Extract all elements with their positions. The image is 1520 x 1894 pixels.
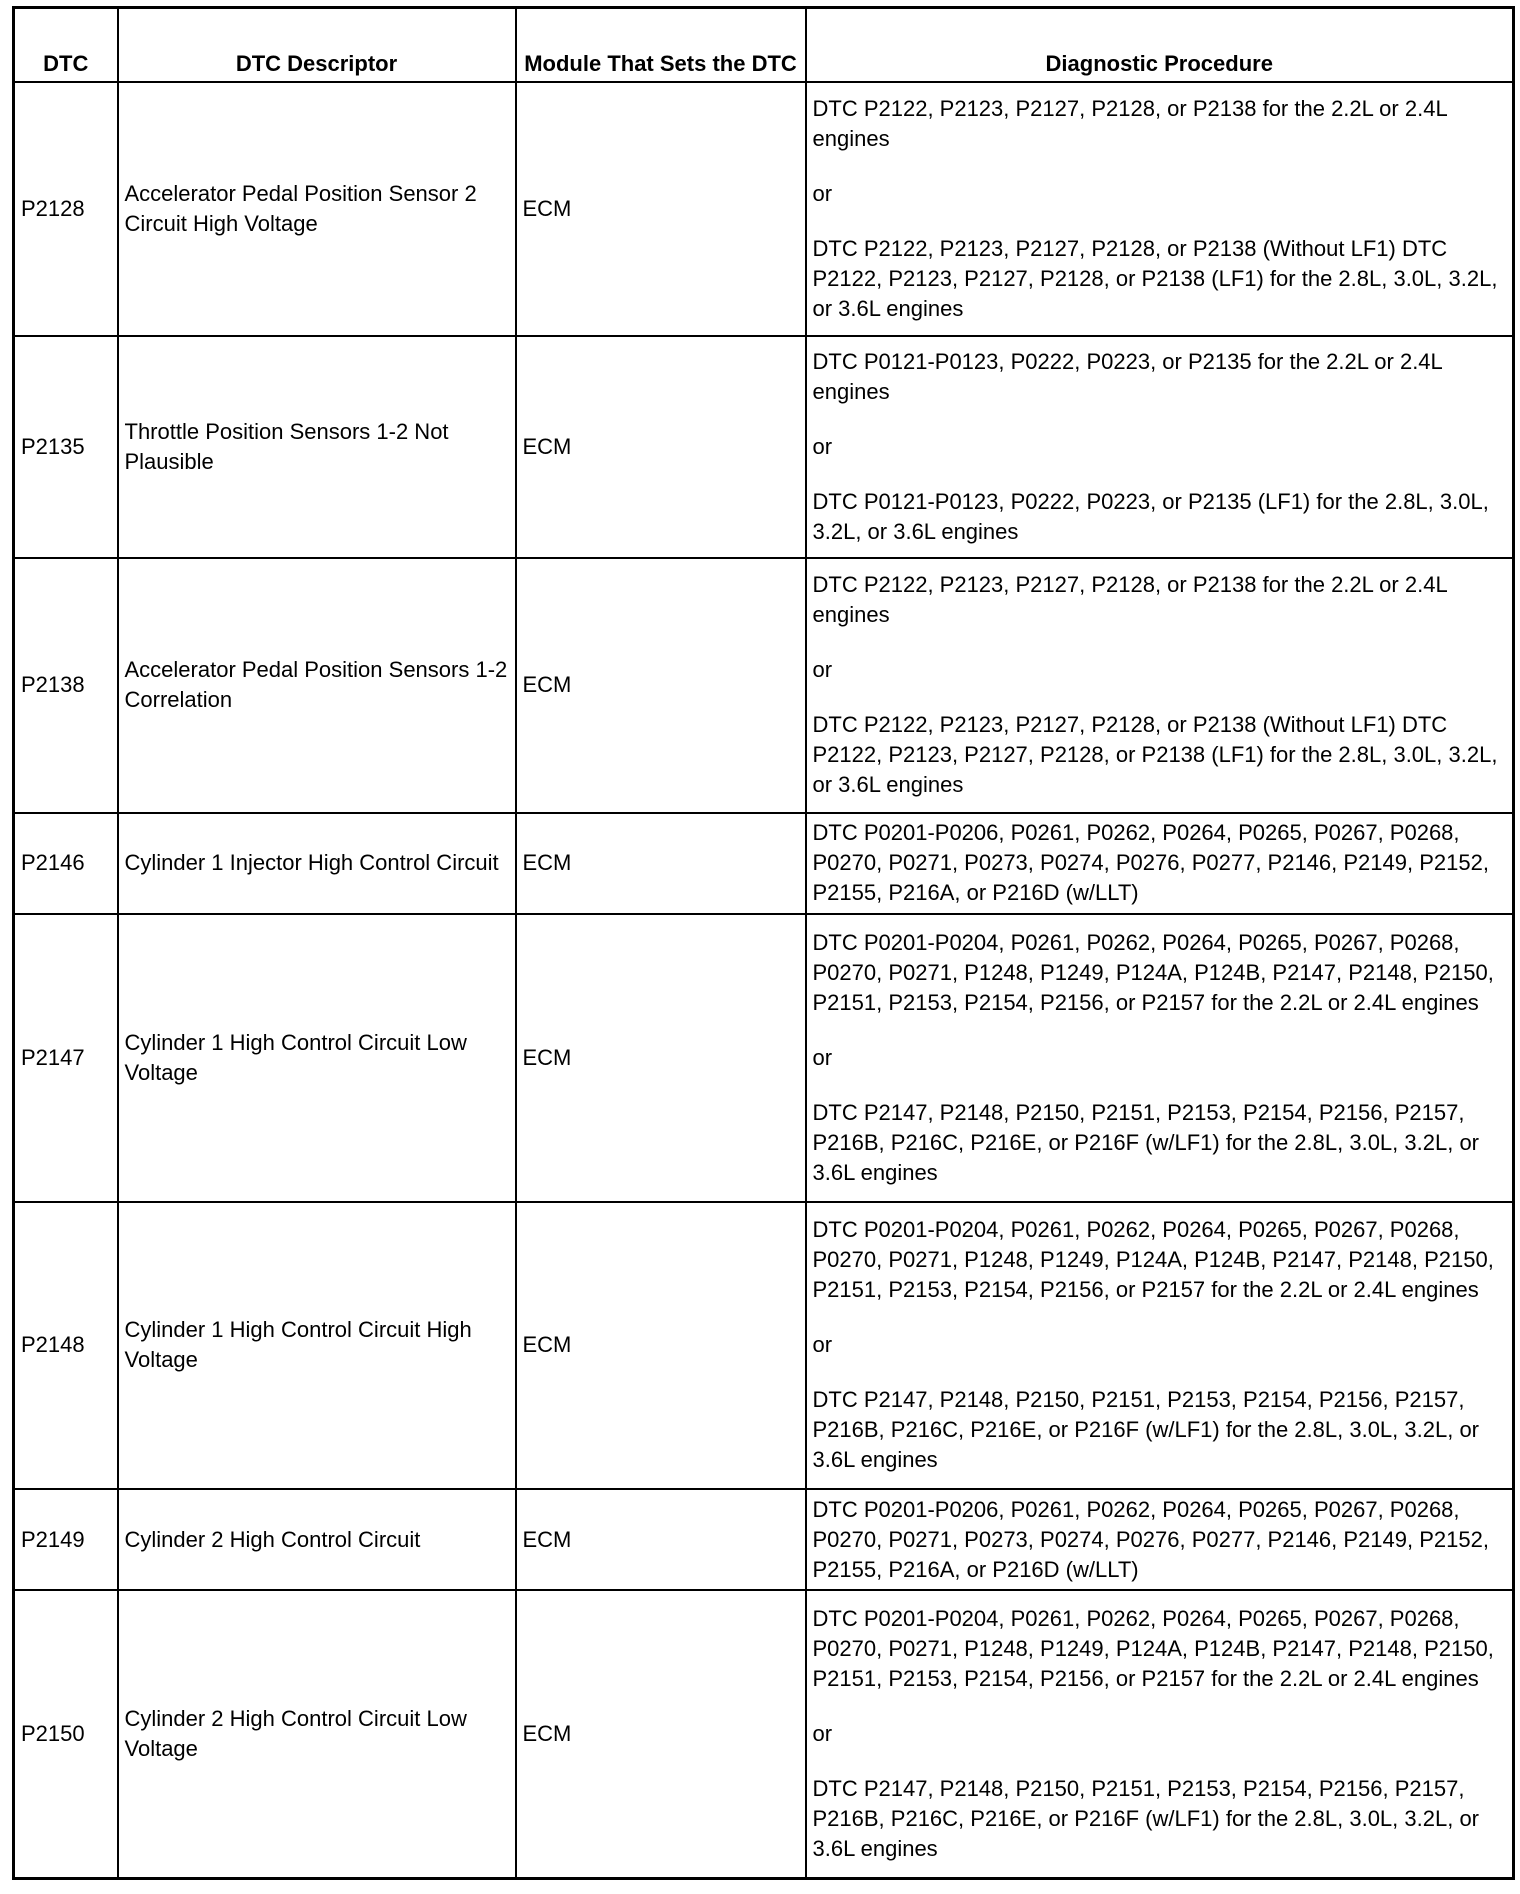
table-row xyxy=(14,558,1514,813)
dtc-table xyxy=(12,6,1515,1880)
diagnostic-procedure-cell xyxy=(806,1590,1514,1878)
procedure-link-text[interactable]: DTC P2147, P2148, P2150, P2151, P2153, P2154, P2156, P2157, P216B, P216C, P216E, or P216F (w/LF1) for the 2.8L, 3.0L, 3.2L, or 3.6L engines xyxy=(812,1387,1479,1473)
procedure-link-text[interactable]: DTC P2122, P2123, P2127, P2128, or P2138 for the 2.2L or 2.4L engines xyxy=(812,572,1447,628)
procedure-link-text[interactable]: DTC P2147, P2148, P2150, P2151, P2153, P2154, P2156, P2157, P216B, P216C, P216E, or P216F (w/LF1) for the 2.8L, 3.0L, 3.2L, or 3.6L engines xyxy=(812,1776,1479,1862)
module-cell: ECM xyxy=(516,1202,806,1490)
table-body xyxy=(14,82,1514,1879)
procedure-or-separator: or xyxy=(812,180,833,206)
diagnostic-procedure-cell xyxy=(806,1202,1514,1490)
diagnostic-procedure-cell xyxy=(806,914,1514,1202)
dtc-code-cell: P2150 xyxy=(14,1590,118,1878)
dtc-code-cell: P2138 xyxy=(14,558,118,813)
dtc-descriptor-cell: Cylinder 2 High Control Circuit xyxy=(118,1489,516,1590)
diagnostic-procedure-cell xyxy=(806,336,1514,558)
module-cell: ECM xyxy=(516,336,806,558)
procedure-link-text[interactable]: DTC P2122, P2123, P2127, P2128, or P2138 (Without LF1) DTC P2122, P2123, P2127, P2128, or P2138 (LF1) for the 2.8L, 3.0L, 3.2L, or 3.6L engines xyxy=(812,235,1498,321)
procedure-or-separator: or xyxy=(812,1044,833,1070)
module-cell: ECM xyxy=(516,813,806,914)
procedure-or-separator: or xyxy=(812,1721,833,1747)
module-cell: ECM xyxy=(516,558,806,813)
diagnostic-procedure-cell xyxy=(806,813,1514,914)
procedure-link-text[interactable]: DTC P0201-P0204, P0261, P0262, P0264, P0265, P0267, P0268, P0270, P0271, P1248, P1249, P124A, P124B, P2147, P2148, P2150, P2151, P2153, P2154, P2156, or P2157 for the 2.2L or 2.4L engines xyxy=(812,929,1494,1015)
procedure-or-separator: or xyxy=(812,1332,833,1358)
table-row xyxy=(14,336,1514,558)
header-procedure: Diagnostic Procedure xyxy=(806,8,1514,82)
table-row xyxy=(14,914,1514,1202)
procedure-link-text[interactable]: DTC P0201-P0204, P0261, P0262, P0264, P0265, P0267, P0268, P0270, P0271, P1248, P1249, P124A, P124B, P2147, P2148, P2150, P2151, P2153, P2154, P2156, or P2157 for the 2.2L or 2.4L engines xyxy=(812,1606,1494,1692)
header-dtc: DTC xyxy=(14,8,118,82)
module-cell: ECM xyxy=(516,1590,806,1878)
table-row xyxy=(14,82,1514,337)
table-row xyxy=(14,1590,1514,1878)
dtc-code-cell: P2146 xyxy=(14,813,118,914)
table-row xyxy=(14,1489,1514,1590)
header-module: Module That Sets the DTC xyxy=(516,8,806,82)
procedure-link-text[interactable]: DTC P2122, P2123, P2127, P2128, or P2138 (Without LF1) DTC P2122, P2123, P2127, P2128, or P2138 (LF1) for the 2.8L, 3.0L, 3.2L, or 3.6L engines xyxy=(812,712,1498,798)
diagnostic-procedure-cell xyxy=(806,82,1514,337)
procedure-or-separator: or xyxy=(812,657,833,683)
dtc-descriptor-cell: Accelerator Pedal Position Sensor 2 Circuit High Voltage xyxy=(118,82,516,337)
dtc-code-cell: P2147 xyxy=(14,914,118,1202)
dtc-descriptor-cell: Accelerator Pedal Position Sensors 1-2 Correlation xyxy=(118,558,516,813)
procedure-or-separator: or xyxy=(812,434,833,460)
dtc-descriptor-cell: Cylinder 2 High Control Circuit Low Voltage xyxy=(118,1590,516,1878)
dtc-descriptor-cell: Throttle Position Sensors 1-2 Not Plausible xyxy=(118,336,516,558)
procedure-link-text[interactable]: DTC P2122, P2123, P2127, P2128, or P2138 for the 2.2L or 2.4L engines xyxy=(812,95,1447,151)
dtc-code-cell: P2148 xyxy=(14,1202,118,1490)
dtc-descriptor-cell: Cylinder 1 High Control Circuit Low Voltage xyxy=(118,914,516,1202)
dtc-code-cell: P2149 xyxy=(14,1489,118,1590)
procedure-link-text[interactable]: DTC P0201-P0204, P0261, P0262, P0264, P0265, P0267, P0268, P0270, P0271, P1248, P1249, P124A, P124B, P2147, P2148, P2150, P2151, P2153, P2154, P2156, or P2157 for the 2.2L or 2.4L engines xyxy=(812,1217,1494,1303)
table-row xyxy=(14,1202,1514,1490)
module-cell: ECM xyxy=(516,914,806,1202)
procedure-link-text[interactable]: DTC P0201-P0206, P0261, P0262, P0264, P0265, P0267, P0268, P0270, P0271, P0273, P0274, P0276, P0277, P2146, P2149, P2152, P2155, P216A, or P216D (w/LLT) xyxy=(812,1496,1489,1582)
dtc-table-sheet xyxy=(12,6,1512,1880)
diagnostic-procedure-cell xyxy=(806,1489,1514,1590)
procedure-link-text[interactable]: DTC P0201-P0206, P0261, P0262, P0264, P0265, P0267, P0268, P0270, P0271, P0273, P0274, P0276, P0277, P2146, P2149, P2152, P2155, P216A, or P216D (w/LLT) xyxy=(812,820,1489,906)
module-cell: ECM xyxy=(516,82,806,337)
procedure-link-text[interactable]: DTC P2147, P2148, P2150, P2151, P2153, P2154, P2156, P2157, P216B, P216C, P216E, or P216F (w/LF1) for the 2.8L, 3.0L, 3.2L, or 3.6L engines xyxy=(812,1099,1479,1185)
module-cell: ECM xyxy=(516,1489,806,1590)
dtc-code-cell: P2128 xyxy=(14,82,118,337)
diagnostic-procedure-cell xyxy=(806,558,1514,813)
table-row xyxy=(14,813,1514,914)
dtc-descriptor-cell: Cylinder 1 High Control Circuit High Voltage xyxy=(118,1202,516,1490)
dtc-code-cell: P2135 xyxy=(14,336,118,558)
header-descriptor: DTC Descriptor xyxy=(118,8,516,82)
procedure-link-text[interactable]: DTC P0121-P0123, P0222, P0223, or P2135 for the 2.2L or 2.4L engines xyxy=(812,349,1442,405)
dtc-descriptor-cell: Cylinder 1 Injector High Control Circuit xyxy=(118,813,516,914)
procedure-link-text[interactable]: DTC P0121-P0123, P0222, P0223, or P2135 (LF1) for the 2.8L, 3.0L, 3.2L, or 3.6L engines xyxy=(812,489,1489,545)
table-header-row xyxy=(14,8,1514,82)
